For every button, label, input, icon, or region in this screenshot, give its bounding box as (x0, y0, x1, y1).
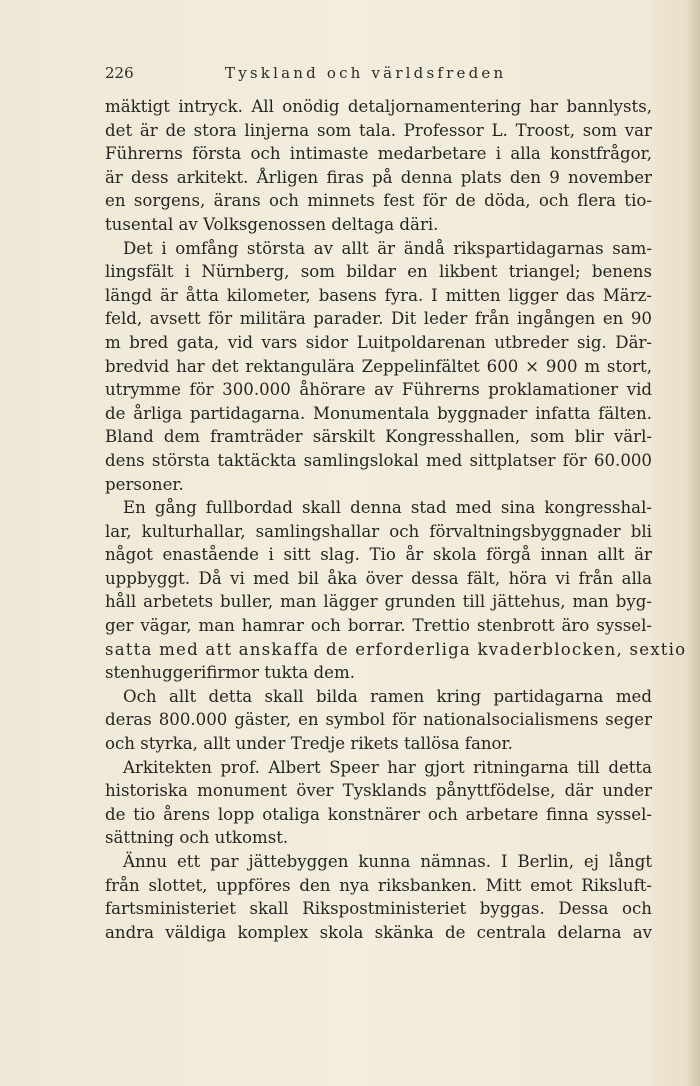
text-line: deras 800.000 gäster, en symbol för nationalsocialismens seger (105, 710, 652, 730)
paragraph-4 (105, 685, 652, 756)
text-line: något enastående i sitt slag. Tio år skola förgå innan allt är (105, 545, 652, 565)
text-line: bredvid har det rektangulära Zeppelinfältet 600 × 900 m stort, (105, 356, 652, 376)
page-edge-shadow (686, 0, 700, 1086)
paragraph-5 (105, 756, 652, 850)
text-line: Ännu ett par jättebyggen kunna nämnas. I Berlin, ej långt (123, 852, 652, 871)
text-line: längd är åtta kilometer, basens fyra. I mitten ligger das März- (105, 285, 652, 305)
text-line: håll arbetets buller, man lägger grunden till jättehus, man byg- (105, 592, 652, 612)
page-number: 226 (105, 64, 134, 82)
text-line: lar, kulturhallar, samlingshallar och förvaltningsbyggnader bli (105, 521, 652, 541)
text-line: är dess arkitekt. Årligen firas på denna plats den 9 november (105, 167, 652, 187)
text-line: feld, avsett för militära parader. Dit leder från ingången en 90 (105, 309, 652, 329)
text-line: uppbyggt. Då vi med bil åka över dessa fält, höra vi från alla (105, 568, 652, 588)
text-line: sättning och utkomst. (105, 828, 289, 848)
body-text (105, 95, 687, 944)
text-line: och styrka, allt under Tredje rikets tallösa fanor. (105, 734, 513, 754)
text-line: en sorgens, ärans och minnets fest för de döda, och flera tio- (105, 191, 652, 211)
text-line: Führerns första och intimaste medarbetare i alla konstfrågor, (105, 144, 652, 164)
text-line: dens största taktäckta samlingslokal med sittplatser för 60.000 (105, 450, 652, 470)
text-line: personer. (105, 474, 184, 494)
text-line: tusental av Volksgenossen deltaga däri. (105, 214, 439, 234)
text-line: satta med att anskaffa de erforderliga kvaderblocken, sextio (105, 639, 687, 659)
text-line: En gång fullbordad skall denna stad med sina kongresshal- (123, 498, 652, 518)
paragraph-3 (105, 496, 687, 685)
text-line: Och allt detta skall bilda ramen kring partidagarna med (123, 686, 652, 706)
text-line: historiska monument över Tysklands pånyttfödelse, där under (105, 781, 652, 801)
text-line: från slottet, uppföres den nya riksbanken. Mitt emot Riksluft- (105, 875, 652, 895)
paragraph-6 (105, 850, 652, 944)
text-line: de tio årens lopp otaliga konstnärer och arbetare finna syssel- (105, 804, 652, 824)
text-line: utrymme för 300.000 åhörare av Führerns proklamationer vid (105, 380, 652, 400)
paragraph-1 (105, 95, 652, 237)
text-line: fartsministeriet skall Rikspostministeriet byggas. Dessa och (105, 899, 652, 919)
text-line: m bred gata, vid vars sidor Luitpoldarenan utbreder sig. Där- (105, 332, 652, 352)
text-line: andra väldiga komplex skola skänka de centrala delarna av (105, 922, 652, 942)
text-line: de årliga partidagarna. Monumentala byggnader infatta fälten. (105, 403, 652, 423)
text-line: ger vägar, man hamrar och borrar. Trettio stenbrott äro syssel- (105, 616, 652, 636)
text-line: Arkitekten prof. Albert Speer har gjort ritningarna till detta (123, 757, 652, 777)
text-line: stenhuggerifirmor tukta dem. (105, 663, 356, 683)
page-header (105, 64, 652, 86)
text-line: det är de stora linjerna som tala. Professor L. Troost, som var (105, 120, 652, 140)
text-line: Det i omfång största av allt är ändå rikspartidagarnas sam- (123, 238, 652, 258)
running-title: Tyskland och världsfreden (225, 64, 507, 82)
text-line: lingsfält i Nürnberg, som bildar en likbent triangel; benens (105, 262, 652, 282)
paragraph-2 (105, 237, 652, 497)
text-line: mäktigt intryck. All onödig detaljornamentering har bannlysts, (105, 97, 652, 116)
text-line: Bland dem framträder särskilt Kongresshallen, som blir värl- (105, 427, 652, 447)
